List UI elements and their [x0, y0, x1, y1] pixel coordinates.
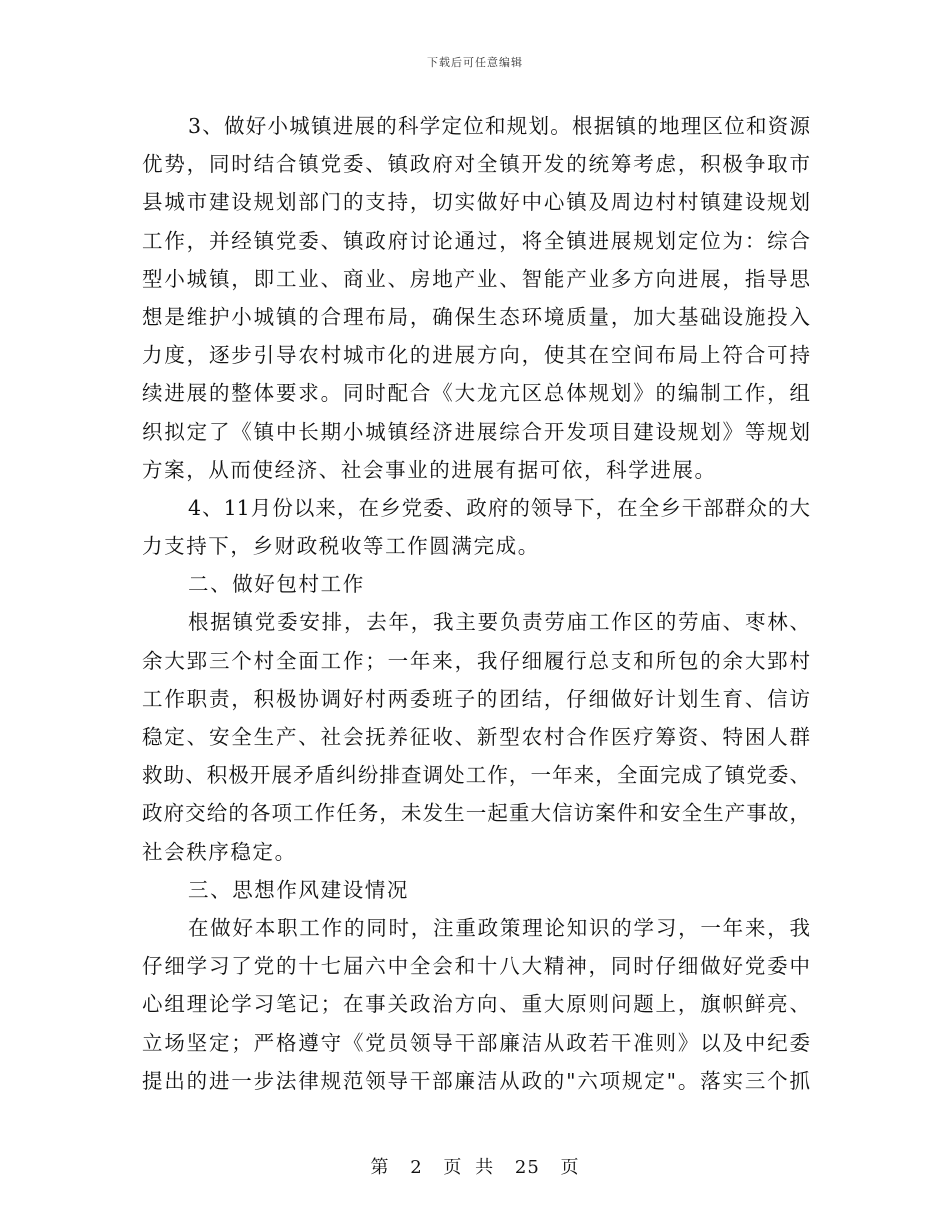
paragraph-line: 续进展的整体要求。同时配合《大龙亢区总体规划》的编制工作，组 — [142, 381, 810, 406]
footer-suffix: 页 — [560, 1157, 580, 1178]
document-body — [142, 107, 810, 1100]
paragraph-line: 型小城镇，即工业、商业、房地产业、智能产业多方向进展，指导思 — [142, 266, 810, 291]
total-pages: 25 — [514, 1157, 540, 1178]
paragraph-line: 工作职责，积极协调好村两委班子的团结，仔细做好计划生育、信访 — [142, 686, 810, 711]
section-heading: 三、思想作风建设情况 — [188, 877, 409, 902]
paragraph-line: 立场坚定；严格遵守《党员领导干部廉洁从政若干准则》以及中纪委 — [142, 1030, 810, 1055]
page-footer — [0, 1153, 950, 1179]
page-number: 2 — [410, 1157, 423, 1178]
footer-prefix: 第 — [370, 1157, 390, 1178]
paragraph-line: 想是维护小城镇的合理布局，确保生态环境质量，加大基础设施投入 — [142, 304, 810, 329]
paragraph-line: 织拟定了《镇中长期小城镇经济进展综合开发项目建设规划》等规划 — [142, 419, 810, 444]
paragraph-line: 提出的进一步法律规范领导干部廉洁从政的"六项规定"。落实三个抓 — [142, 1068, 810, 1093]
paragraph-line: 力支持下，乡财政税收等工作圆满完成。 — [142, 534, 540, 559]
paragraph-line: 方案，从而使经济、社会事业的进展有据可依，科学进展。 — [142, 457, 717, 482]
footer-middle: 页 共 — [443, 1157, 495, 1178]
paragraph-line: 仔细学习了党的十七届六中全会和十八大精神，同时仔细做好党委中 — [142, 954, 810, 979]
section-heading: 二、做好包村工作 — [188, 572, 365, 597]
paragraph-line: 政府交给的各项工作任务，未发生一起重大信访案件和安全生产事故， — [142, 801, 810, 826]
paragraph-line: 县城市建设规划部门的支持，切实做好中心镇及周边村村镇建设规划 — [142, 190, 810, 215]
paragraph-line: 3、做好小城镇进展的科学定位和规划。根据镇的地理区位和资源 — [188, 114, 810, 138]
page-header: 下载后可任意编辑 — [427, 56, 523, 69]
paragraph-line: 根据镇党委安排，去年，我主要负责劳庙工作区的劳庙、枣林、 — [188, 610, 810, 635]
paragraph-line: 4、11月份以来，在乡党委、政府的领导下，在全乡干部群众的大 — [188, 495, 810, 520]
paragraph-line: 余大郢三个村全面工作；一年来，我仔细履行总支和所包的余大郢村 — [142, 648, 810, 673]
paragraph-line: 工作，并经镇党委、镇政府讨论通过，将全镇进展规划定位为：综合 — [142, 228, 810, 253]
paragraph-line: 在做好本职工作的同时，注重政策理论知识的学习，一年来，我 — [188, 915, 810, 940]
paragraph-line: 稳定、安全生产、社会抚养征收、新型农村合作医疗筹资、特困人群 — [142, 725, 810, 749]
paragraph-line: 社会秩序稳定。 — [142, 839, 297, 864]
paragraph-line: 力度，逐步引导农村城市化的进展方向，使其在空间布局上符合可持 — [142, 343, 810, 368]
paragraph-line: 心组理论学习笔记；在事关政治方向、重大原则问题上，旗帜鲜亮、 — [142, 992, 810, 1017]
paragraph-line: 优势，同时结合镇党委、镇政府对全镇开发的统筹考虑，积极争取市 — [142, 152, 810, 177]
paragraph-line: 救助、积极开展矛盾纠纷排查调处工作，一年来，全面完成了镇党委、 — [142, 763, 810, 788]
